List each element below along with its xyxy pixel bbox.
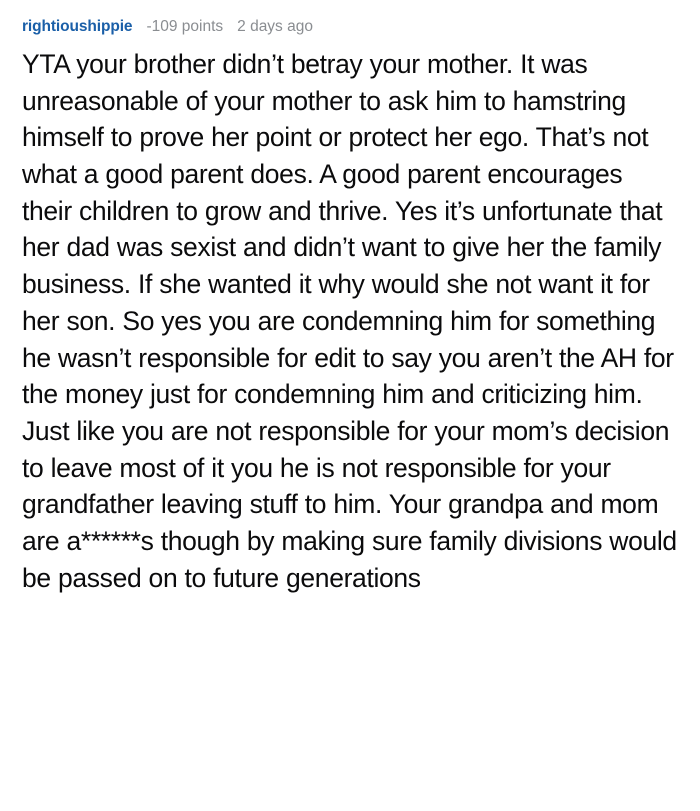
comment-body: YTA your brother didn’t betray your mother. It was unreasonable of your mother to ask him to hamstring himself to prove her point or protect her ego. That’s not what a good parent does. A good parent encourages their children to grow and thrive. Yes it’s unfortunate that her dad was sexist and didn’t want to give her the family business. If she wanted it why would she not want it for her son. So yes you are condemning him for something he wasn’t responsible for edit to say you aren’t the AH for the money just for condemning him and criticizing him. Just like you are not responsible for your mom’s decision to leave most of it you he is not responsible for your grandfather leaving stuff to him. Your grandpa and mom are a******s though by making sure family divisions would be passed on to future generations bbox=[22, 49, 685, 593]
comment-meta bbox=[22, 18, 678, 36]
comment-timestamp: 2 days ago bbox=[237, 18, 313, 35]
comment-author[interactable]: rightioushippie bbox=[22, 18, 133, 35]
comment-score: -109 points bbox=[146, 18, 224, 35]
